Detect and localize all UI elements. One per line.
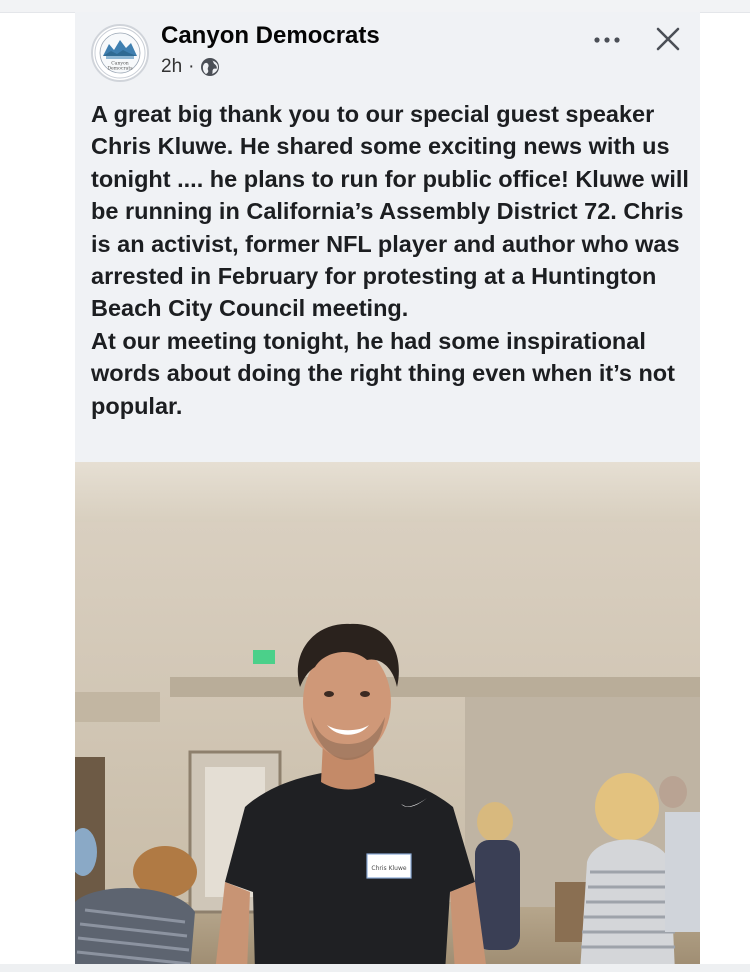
meta-separator: · bbox=[188, 56, 195, 77]
post-text: A great big thank you to our special guest speaker Chris Kluwe. He shared some exciting news with us tonight .... he plans to run for public office! Kluwe will be running in California’s Assembly District 72. Chris is an activist, former NFL player and author who was arrested in February for protesting at a Huntington Beach City Council meeting. At our meeting tonight, he had some inspirational words about doing the right thing even when it’s not popular. bbox=[91, 101, 689, 419]
logo-text-democrats: Democrats bbox=[107, 66, 133, 72]
post-timestamp[interactable]: 2h bbox=[161, 56, 183, 77]
post-photo-image bbox=[75, 462, 700, 972]
facebook-post-card bbox=[75, 12, 700, 972]
canyon-democrats-logo-icon bbox=[93, 26, 147, 80]
post-meta bbox=[161, 55, 220, 79]
more-horizontal-icon[interactable] bbox=[589, 22, 625, 58]
name-tag-text: Chris Kluwe bbox=[371, 865, 407, 872]
post-header bbox=[75, 12, 700, 92]
page-avatar[interactable] bbox=[91, 24, 149, 82]
logo-text-canyon: Canyon bbox=[111, 61, 129, 67]
globe-icon[interactable] bbox=[200, 57, 220, 77]
close-icon[interactable] bbox=[649, 20, 687, 58]
post-photo[interactable] bbox=[75, 462, 700, 972]
bottom-edge bbox=[0, 964, 750, 972]
page-name-link[interactable]: Canyon Democrats bbox=[161, 22, 380, 49]
